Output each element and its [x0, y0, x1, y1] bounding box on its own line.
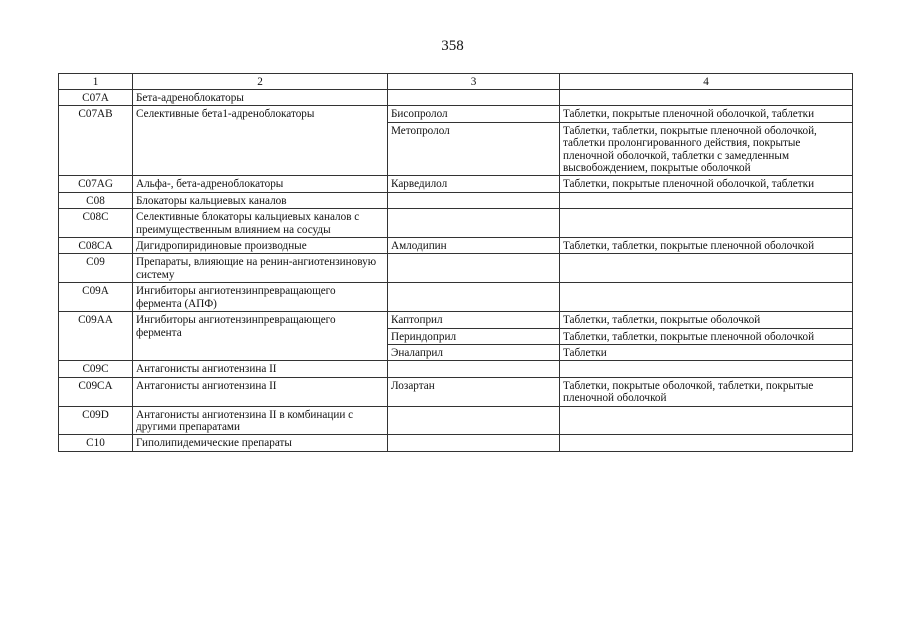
- group-name-cell: Антагонисты ангиотензина II: [133, 361, 388, 377]
- table-row: [59, 283, 853, 312]
- dosage-form-cell: [560, 209, 853, 238]
- drug-name-cell: [388, 90, 560, 106]
- dosage-form-cell: Таблетки, покрытые оболочкой, таблетки, покрытые пленочной оболочкой: [560, 377, 853, 406]
- table-row: [59, 254, 853, 283]
- table-row: [59, 209, 853, 238]
- dosage-form-cell: [560, 406, 853, 435]
- drug-table: [58, 73, 853, 452]
- group-name-cell: Ингибиторы ангиотензинпревращающего фермента: [133, 312, 388, 361]
- drug-name-cell: [388, 361, 560, 377]
- table-body: [59, 90, 853, 452]
- dosage-form-cell: Таблетки, покрытые пленочной оболочкой, таблетки: [560, 106, 853, 122]
- atc-code-cell: C08CA: [59, 238, 133, 254]
- dosage-form-cell: [560, 361, 853, 377]
- table-row: [59, 435, 853, 451]
- column-header: 2: [133, 74, 388, 90]
- dosage-form-cell: [560, 435, 853, 451]
- column-header: 1: [59, 74, 133, 90]
- table-row: [59, 361, 853, 377]
- dosage-form-cell: Таблетки, покрытые пленочной оболочкой, таблетки: [560, 176, 853, 192]
- group-name-cell: Гиполипидемические препараты: [133, 435, 388, 451]
- drug-name-cell: Амлодипин: [388, 238, 560, 254]
- table-header-row: [59, 74, 853, 90]
- table-row: [59, 176, 853, 192]
- drug-name-cell: [388, 283, 560, 312]
- atc-code-cell: C08: [59, 192, 133, 208]
- dosage-form-cell: Таблетки, таблетки, покрытые пленочной оболочкой: [560, 328, 853, 344]
- table-row: [59, 192, 853, 208]
- atc-code-cell: C09: [59, 254, 133, 283]
- dosage-form-cell: [560, 283, 853, 312]
- drug-name-cell: Бисопролол: [388, 106, 560, 122]
- group-name-cell: Бета-адреноблокаторы: [133, 90, 388, 106]
- page-number: 358: [441, 38, 464, 54]
- table-row: [59, 106, 853, 122]
- group-name-cell: Антагонисты ангиотензина II в комбинации с другими препаратами: [133, 406, 388, 435]
- drug-name-cell: Карведилол: [388, 176, 560, 192]
- atc-code-cell: C09AA: [59, 312, 133, 361]
- drug-name-cell: [388, 254, 560, 283]
- drug-name-cell: [388, 435, 560, 451]
- atc-code-cell: C08C: [59, 209, 133, 238]
- group-name-cell: Селективные блокаторы кальциевых каналов с преимущественным влиянием на сосуды: [133, 209, 388, 238]
- group-name-cell: Блокаторы кальциевых каналов: [133, 192, 388, 208]
- atc-code-cell: C09D: [59, 406, 133, 435]
- table-row: [59, 90, 853, 106]
- drug-name-cell: [388, 406, 560, 435]
- drug-name-cell: [388, 192, 560, 208]
- drug-name-cell: Эналаприл: [388, 344, 560, 360]
- dosage-form-cell: Таблетки: [560, 344, 853, 360]
- atc-code-cell: C07A: [59, 90, 133, 106]
- atc-code-cell: C07AG: [59, 176, 133, 192]
- atc-code-cell: C09C: [59, 361, 133, 377]
- drug-name-cell: Каптоприл: [388, 312, 560, 328]
- table-row: [59, 377, 853, 406]
- group-name-cell: Альфа-, бета-адреноблокаторы: [133, 176, 388, 192]
- group-name-cell: Селективные бета1-адреноблокаторы: [133, 106, 388, 176]
- atc-code-cell: C09A: [59, 283, 133, 312]
- table-row: [59, 312, 853, 328]
- dosage-form-cell: Таблетки, таблетки, покрытые пленочной оболочкой: [560, 238, 853, 254]
- atc-code-cell: C07AB: [59, 106, 133, 176]
- drug-name-cell: Лозартан: [388, 377, 560, 406]
- table-row: [59, 406, 853, 435]
- atc-code-cell: C10: [59, 435, 133, 451]
- drug-name-cell: Метопролол: [388, 122, 560, 176]
- dosage-form-cell: [560, 254, 853, 283]
- dosage-form-cell: Таблетки, таблетки, покрытые пленочной оболочкой, таблетки пролонгированного действия, покрытые пленочной оболочкой, таблетки с замедленным высвобождением, покрытые оболочкой: [560, 122, 853, 176]
- dosage-form-cell: [560, 90, 853, 106]
- drug-name-cell: Периндоприл: [388, 328, 560, 344]
- column-header: 3: [388, 74, 560, 90]
- dosage-form-cell: [560, 192, 853, 208]
- dosage-form-cell: Таблетки, таблетки, покрытые оболочкой: [560, 312, 853, 328]
- column-header: 4: [560, 74, 853, 90]
- group-name-cell: Ингибиторы ангиотензинпревращающего фермента (АПФ): [133, 283, 388, 312]
- atc-code-cell: C09CA: [59, 377, 133, 406]
- group-name-cell: Дигидропиридиновые производные: [133, 238, 388, 254]
- group-name-cell: Антагонисты ангиотензина II: [133, 377, 388, 406]
- group-name-cell: Препараты, влияющие на ренин-ангиотензиновую систему: [133, 254, 388, 283]
- table-row: [59, 238, 853, 254]
- drug-name-cell: [388, 209, 560, 238]
